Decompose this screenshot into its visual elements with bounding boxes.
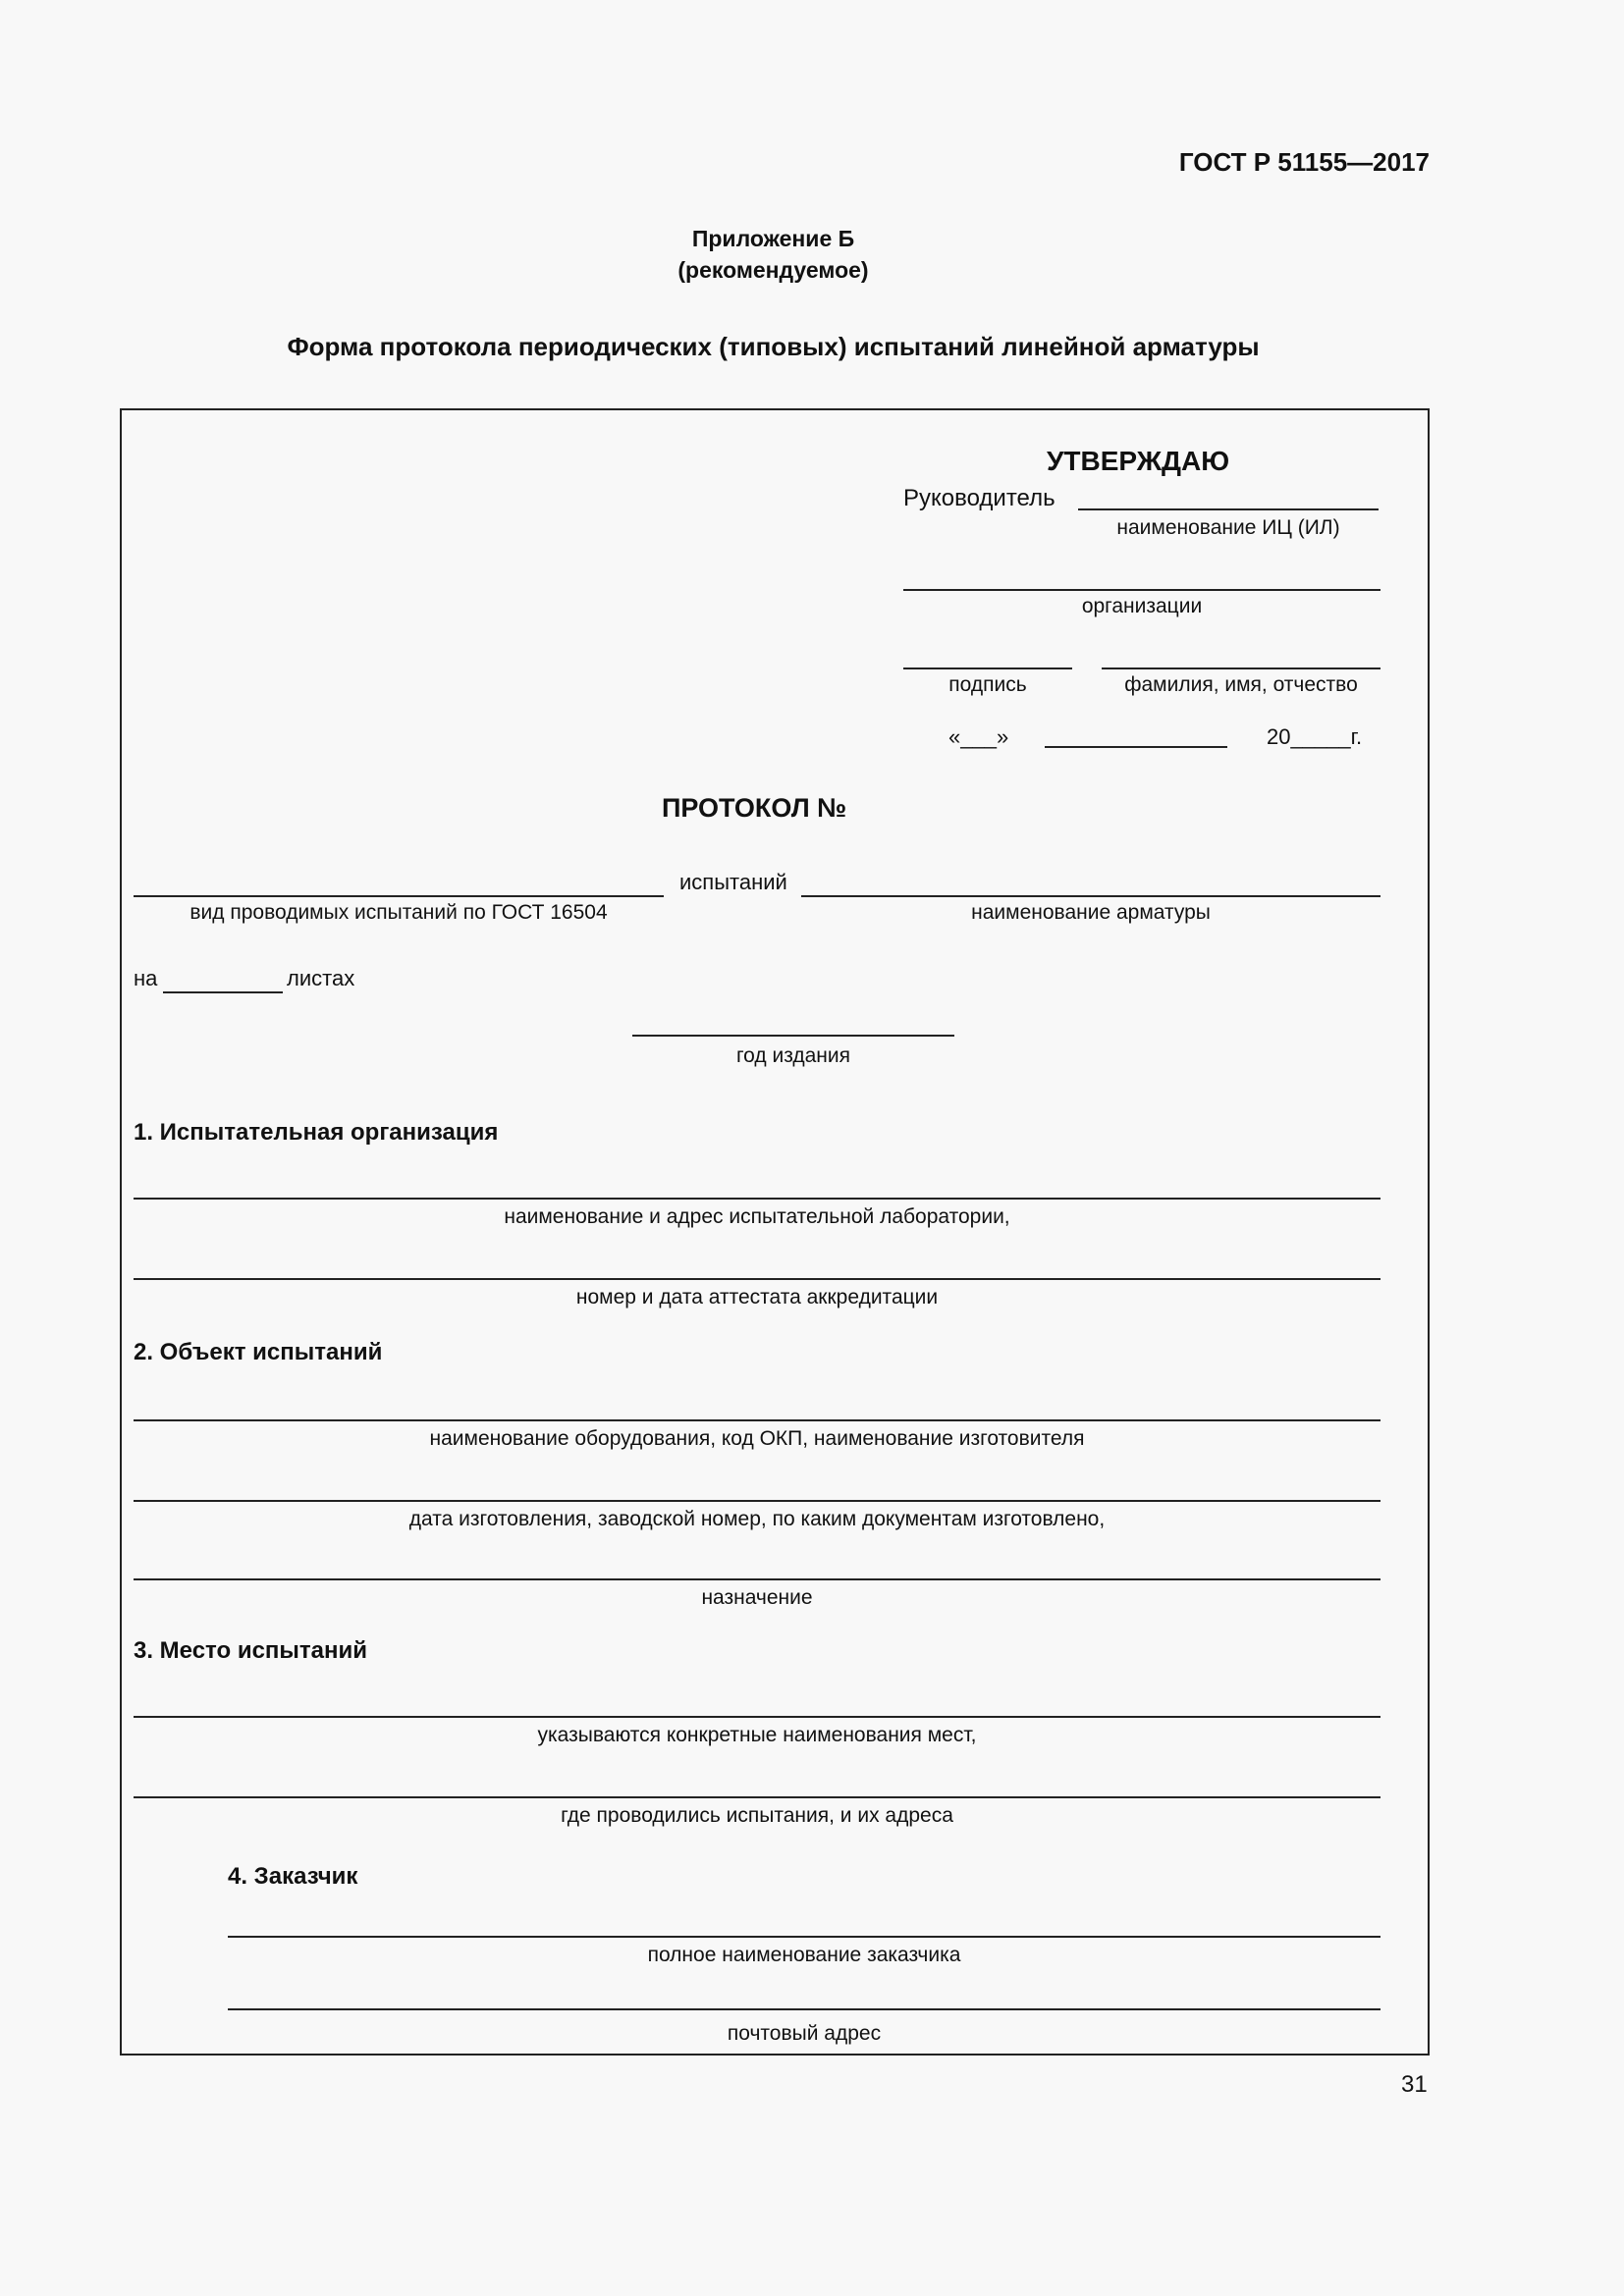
section-2-title: 2. Объект испытаний [134,1339,383,1365]
year-line[interactable] [632,1035,954,1037]
purpose-caption: назначение [701,1586,813,1609]
customer-name-caption: полное наименование заказчика [647,1944,961,1966]
fitting-name-line[interactable] [801,895,1380,897]
place-address-caption: где проводились испытания, и их адреса [561,1804,953,1827]
form-frame [120,408,1430,2056]
sheets-prefix: на [134,966,158,990]
sheets-suffix: листах [287,966,355,990]
head-label: Руководитель [903,485,1056,511]
appendix-subtitle: (рекомендуемое) [677,257,869,283]
year-caption: год издания [735,1044,851,1067]
lab-name-line[interactable] [134,1198,1380,1200]
postal-address-caption: почтовый адрес [727,2022,882,2045]
protocol-title: ПРОТОКОЛ № [662,793,847,823]
accreditation-line[interactable] [134,1278,1380,1280]
place-name-line[interactable] [134,1716,1380,1718]
purpose-line[interactable] [134,1578,1380,1580]
sheets-count-line[interactable] [163,991,283,993]
equipment-line[interactable] [134,1419,1380,1421]
date-month-line[interactable] [1045,746,1227,748]
equipment-caption: наименование оборудования, код ОКП, наименование изготовителя [429,1427,1085,1450]
manufacture-line[interactable] [134,1500,1380,1502]
accreditation-caption: номер и дата аттестата аккредитации [575,1286,939,1308]
manufacture-caption: дата изготовления, заводской номер, по каким документам изготовлено, [408,1508,1106,1530]
customer-name-line[interactable] [228,1936,1380,1938]
form-title: Форма протокола периодических (типовых) испытаний линейной арматуры [287,332,1260,361]
approve-heading: УТВЕРЖДАЮ [1047,446,1230,476]
date-year[interactable]: 20_____г. [1267,724,1363,749]
signature-caption: подпись [948,673,1027,696]
organization-line[interactable] [903,589,1380,591]
fullname-caption: фамилия, имя, отчество [1124,673,1358,696]
section-3-title: 3. Место испытаний [134,1637,368,1664]
test-type-caption: вид проводимых испытаний по ГОСТ 16504 [189,901,608,924]
organization-caption: организации [1081,595,1203,617]
fullname-line[interactable] [1102,667,1380,669]
ic-name-caption: наименование ИЦ (ИЛ) [1116,516,1340,539]
postal-address-line[interactable] [228,2008,1380,2010]
lab-name-caption: наименование и адрес испытательной лаборатории, [504,1205,1010,1228]
section-1-title: 1. Испытательная организация [134,1119,499,1146]
fitting-name-caption: наименование арматуры [971,901,1211,924]
standard-code: ГОСТ Р 51155—2017 [1178,147,1430,177]
date-day[interactable]: «___» [948,724,1009,749]
test-type-line[interactable] [134,895,664,897]
page-number: 31 [1401,2071,1428,2098]
appendix-title: Приложение Б [691,226,855,251]
place-address-line[interactable] [134,1796,1380,1798]
place-name-caption: указываются конкретные наименования мест, [537,1724,977,1746]
section-4-title: 4. Заказчик [228,1863,358,1890]
signature-line[interactable] [903,667,1072,669]
tests-word: испытаний [679,870,787,894]
head-name-line[interactable] [1078,508,1379,510]
